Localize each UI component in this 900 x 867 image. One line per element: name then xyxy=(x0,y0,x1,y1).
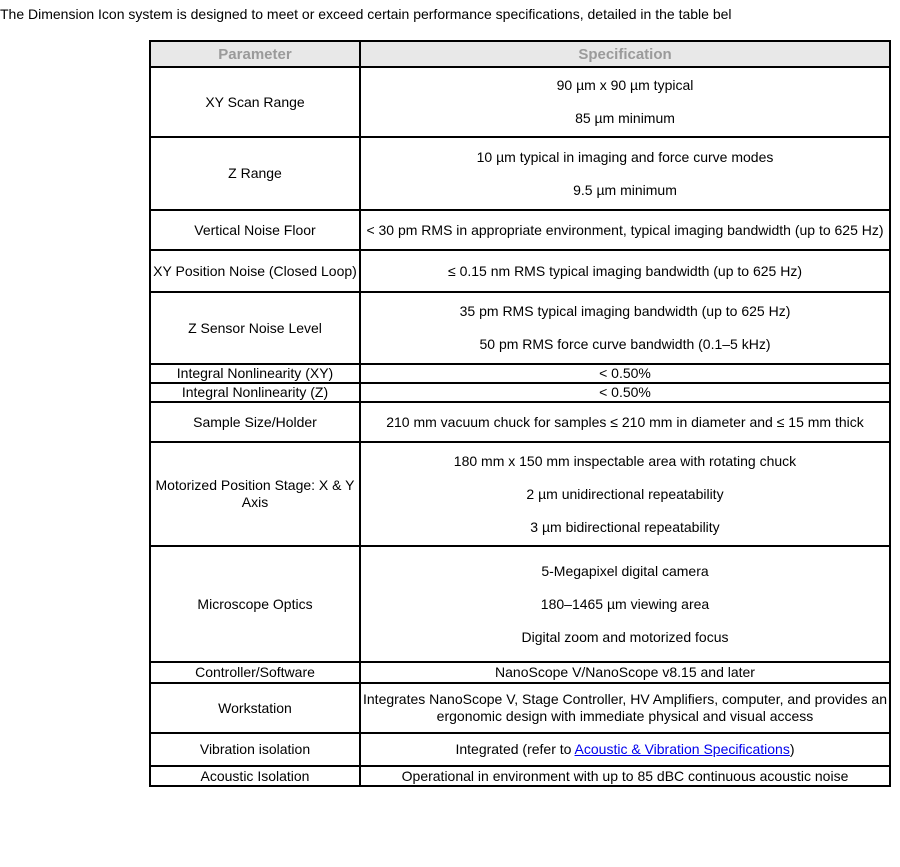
spec-line: 3 µm bidirectional repeatability xyxy=(530,518,720,535)
parameter-cell: Integral Nonlinearity (XY) xyxy=(150,364,360,383)
spec-line: 85 µm minimum xyxy=(575,110,675,126)
spec-line: < 0.50% xyxy=(599,384,651,400)
specification-cell xyxy=(360,67,890,137)
specification-cell xyxy=(360,546,890,662)
parameter-cell: Vertical Noise Floor xyxy=(150,210,360,250)
table-row xyxy=(150,250,890,292)
specification-header: Specification xyxy=(360,41,890,67)
parameter-cell: Controller/Software xyxy=(150,662,360,683)
spec-line: 35 pm RMS typical imaging bandwidth (up to 625 Hz) xyxy=(459,303,791,319)
specifications-table xyxy=(149,40,891,787)
spec-line: Integrates NanoScope V, Stage Controller, HV Amplifiers, computer, and provides an ergonomic design with immediate physical and visual access xyxy=(363,691,888,724)
parameter-cell: Integral Nonlinearity (Z) xyxy=(150,383,360,402)
spec-line: 90 µm x 90 µm typical xyxy=(556,77,694,93)
table-header-row xyxy=(150,41,890,67)
parameter-cell: Z Range xyxy=(150,137,360,210)
table-row xyxy=(150,402,890,442)
table-row xyxy=(150,442,890,546)
specification-cell xyxy=(360,210,890,250)
spec-line: 50 pm RMS force curve bandwidth (0.1–5 kHz) xyxy=(479,336,771,352)
specification-cell xyxy=(360,364,890,383)
specification-cell: Operational in environment with up to 85 dBC continuous acoustic noise xyxy=(360,766,890,786)
table-row xyxy=(150,546,890,662)
table-row xyxy=(150,383,890,402)
spec-line: 180 mm x 150 mm inspectable area with rotating chuck xyxy=(453,452,797,469)
table-row xyxy=(150,67,890,137)
parameter-cell: Acoustic Isolation xyxy=(150,766,360,786)
table-row xyxy=(150,210,890,250)
specification-cell xyxy=(360,442,890,546)
spec-line: 180–1465 µm viewing area xyxy=(540,595,710,612)
parameter-cell: Z Sensor Noise Level xyxy=(150,292,360,364)
table-row xyxy=(150,292,890,364)
table-row xyxy=(150,364,890,383)
table-row xyxy=(150,683,890,733)
parameter-cell: Sample Size/Holder xyxy=(150,402,360,442)
spec-line: Digital zoom and motorized focus xyxy=(521,628,729,645)
specification-cell xyxy=(360,402,890,442)
table-row xyxy=(150,766,890,786)
spec-line: 210 mm vacuum chuck for samples ≤ 210 mm in diameter and ≤ 15 mm thick xyxy=(386,413,864,430)
parameter-cell: Workstation xyxy=(150,683,360,733)
parameter-cell: Vibration isolation xyxy=(150,733,360,766)
specification-cell xyxy=(360,292,890,364)
spec-text: ) xyxy=(789,741,795,757)
spec-line: 5-Megapixel digital camera xyxy=(541,562,709,579)
specification-cell xyxy=(360,383,890,402)
spec-text: Integrated (refer to xyxy=(455,741,575,757)
spec-line: NanoScope V/NanoScope v8.15 and later xyxy=(495,664,755,680)
intro-text: The Dimension Icon system is designed to meet or exceed certain performance specifications, detailed in the table bel xyxy=(0,6,732,22)
table-row xyxy=(150,662,890,683)
specification-cell xyxy=(360,733,890,766)
specification-cell xyxy=(360,662,890,683)
spec-line: 10 µm typical in imaging and force curve modes xyxy=(476,148,774,165)
spec-line: 2 µm unidirectional repeatability xyxy=(526,485,724,502)
parameter-header: Parameter xyxy=(150,41,360,67)
spec-line: < 30 pm RMS in appropriate environment, typical imaging bandwidth (up to 625 Hz) xyxy=(366,221,884,238)
spec-line: 9.5 µm minimum xyxy=(573,181,677,198)
table-body xyxy=(150,67,890,786)
parameter-cell: Motorized Position Stage: X & Y Axis xyxy=(150,442,360,546)
parameter-cell: Microscope Optics xyxy=(150,546,360,662)
specification-cell xyxy=(360,683,890,733)
parameter-cell: XY Scan Range xyxy=(150,67,360,137)
table-row xyxy=(150,137,890,210)
spec-line: ≤ 0.15 nm RMS typical imaging bandwidth (up to 625 Hz) xyxy=(448,262,802,279)
acoustic-vibration-specs-link[interactable]: Acoustic & Vibration Specifications xyxy=(574,741,790,757)
spec-line: < 0.50% xyxy=(599,365,651,381)
specification-cell xyxy=(360,250,890,292)
parameter-cell: XY Position Noise (Closed Loop) xyxy=(150,250,360,292)
specification-cell xyxy=(360,137,890,210)
table-row xyxy=(150,733,890,766)
